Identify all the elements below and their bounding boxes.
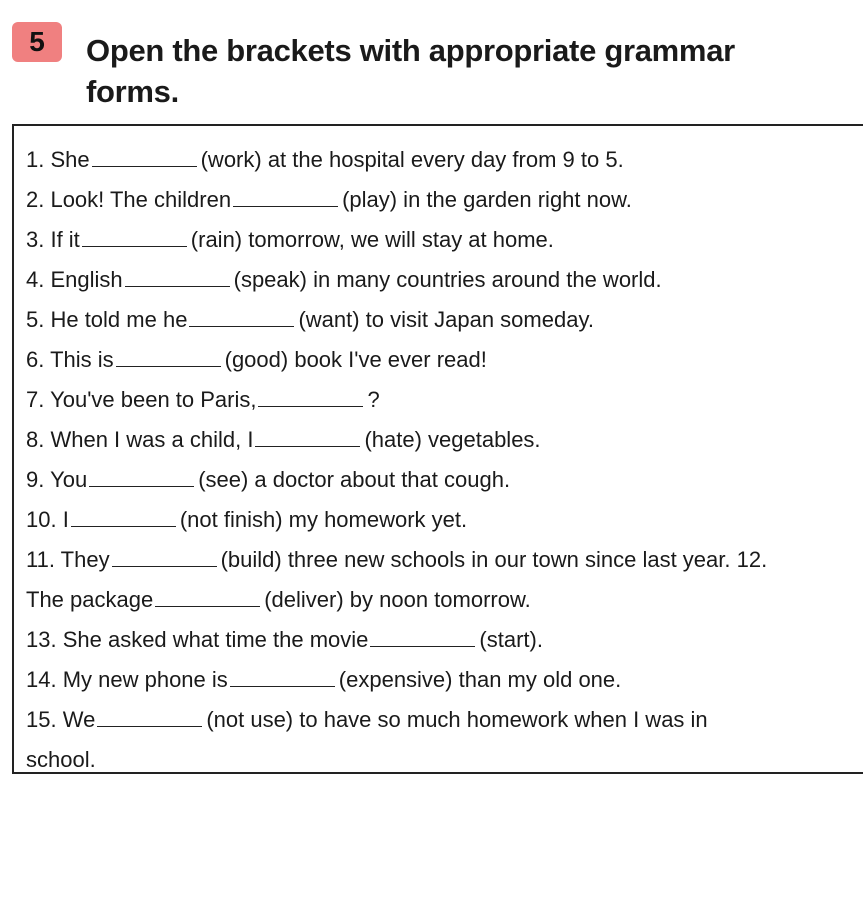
answer-blank[interactable]	[82, 224, 187, 247]
item-text-before: 10. I	[26, 507, 69, 532]
item-text-before: 1. She	[26, 147, 90, 172]
answer-blank[interactable]	[258, 384, 363, 407]
answer-blank[interactable]	[230, 664, 335, 687]
exercise-item-15	[26, 700, 863, 740]
answer-blank[interactable]	[92, 144, 197, 167]
item-text-after: (see) a doctor about that cough.	[198, 467, 511, 492]
item-text-after: (hate) vegetables.	[364, 427, 541, 452]
answer-blank[interactable]	[189, 304, 294, 327]
answer-blank[interactable]	[233, 184, 338, 207]
item-text-before: 15. We	[26, 707, 96, 732]
exercise-item-15-continued	[26, 740, 863, 780]
item-text-after: (rain) tomorrow, we will stay at home.	[190, 227, 554, 252]
answer-blank[interactable]	[112, 544, 217, 567]
answer-blank[interactable]	[97, 704, 202, 727]
item-text-after: ?	[367, 387, 380, 412]
item-text-after: (good) book I've ever read!	[224, 347, 487, 372]
item-text-after: (want) to visit Japan someday.	[298, 307, 594, 332]
answer-blank[interactable]	[89, 464, 194, 487]
answer-blank[interactable]	[71, 504, 176, 527]
exercise-item-5	[26, 300, 863, 340]
exercise-item-13	[26, 620, 863, 660]
exercise-item-7	[26, 380, 863, 420]
instruction-line-2: forms.	[86, 74, 179, 109]
exercise-item-11	[26, 540, 863, 580]
item-text-after: (work) at the hospital every day from 9 to 5.	[200, 147, 624, 172]
item-text-after: (start).	[479, 627, 543, 652]
exercise-item-2	[26, 180, 863, 220]
instruction-line-1: Open the brackets with appropriate grammar	[86, 33, 735, 68]
item-text-before: 9. You	[26, 467, 88, 492]
item-text-after: (not finish) my homework yet.	[179, 507, 468, 532]
item-text-before: school.	[26, 747, 96, 772]
item-text-after: (expensive) than my old one.	[338, 667, 622, 692]
item-text-after: (not use) to have so much homework when I was in	[206, 707, 708, 732]
answer-blank[interactable]	[370, 624, 475, 647]
exercise-instruction	[86, 30, 786, 112]
answer-blank[interactable]	[155, 584, 260, 607]
answer-blank[interactable]	[116, 344, 221, 367]
item-text-before: 3. If it	[26, 227, 80, 252]
exercise-item-3	[26, 220, 863, 260]
item-text-after: (speak) in many countries around the world.	[233, 267, 662, 292]
exercise-items	[26, 140, 863, 780]
item-text-after: (deliver) by noon tomorrow.	[264, 587, 531, 612]
item-text-after: (build) three new schools in our town since last year. 12.	[220, 547, 768, 572]
item-text-before: 6. This is	[26, 347, 114, 372]
item-text-before: 8. When I was a child, I	[26, 427, 254, 452]
item-text-before: 13. She asked what time the movie	[26, 627, 369, 652]
item-text-before: 14. My new phone is	[26, 667, 228, 692]
exercise-item-4	[26, 260, 863, 300]
exercise-item-12	[26, 580, 863, 620]
item-text-before: 7. You've been to Paris,	[26, 387, 257, 412]
answer-blank[interactable]	[255, 424, 360, 447]
exercise-item-1	[26, 140, 863, 180]
exercise-number-badge: 5	[12, 22, 62, 62]
item-text-after: (play) in the garden right now.	[342, 187, 632, 212]
item-text-before: 5. He told me he	[26, 307, 188, 332]
item-text-before: 4. English	[26, 267, 123, 292]
exercise-item-9	[26, 460, 863, 500]
item-text-before: 11. They	[26, 547, 110, 572]
item-text-before: 2. Look! The children	[26, 187, 232, 212]
item-text-before: The package	[26, 587, 154, 612]
exercise-item-14	[26, 660, 863, 700]
exercise-item-8	[26, 420, 863, 460]
exercise-item-6	[26, 340, 863, 380]
answer-blank[interactable]	[125, 264, 230, 287]
exercise-item-10	[26, 500, 863, 540]
